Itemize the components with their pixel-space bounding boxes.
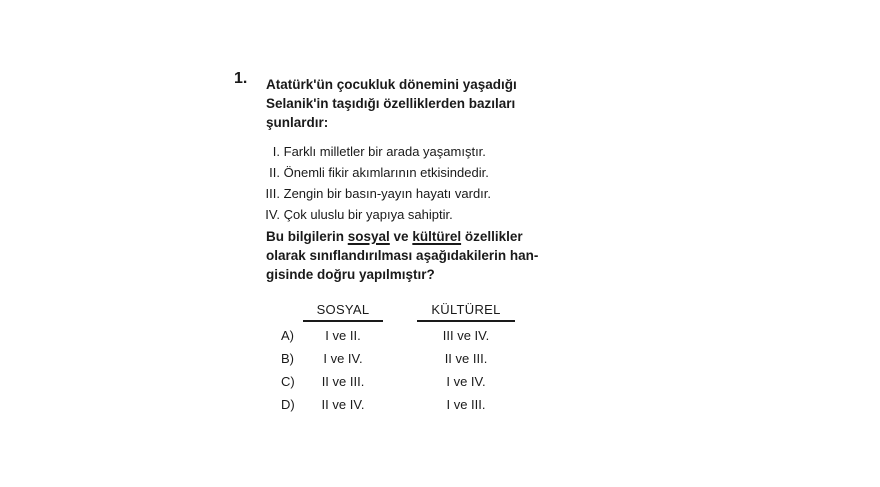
column-header-sosyal bbox=[303, 302, 383, 322]
option-kulturel: I ve IV. bbox=[446, 374, 486, 389]
question-prompt bbox=[266, 227, 538, 284]
statement-numeral: II. bbox=[269, 165, 280, 180]
statement-4 bbox=[0, 205, 453, 225]
option-letter: B) bbox=[281, 351, 294, 366]
prompt-text: ve bbox=[389, 229, 413, 244]
stem-line: Selanik'in taşıdığı özelliklerden bazıları bbox=[266, 96, 516, 111]
statement-numeral: III. bbox=[265, 186, 280, 201]
option-kulturel: III ve IV. bbox=[442, 328, 490, 343]
statement-1 bbox=[0, 142, 486, 162]
option-c[interactable] bbox=[0, 371, 880, 393]
statement-numeral: I. bbox=[272, 144, 280, 159]
option-b[interactable] bbox=[0, 348, 880, 370]
option-a[interactable] bbox=[0, 325, 880, 347]
option-sosyal: I ve IV. bbox=[323, 351, 363, 366]
option-sosyal: I ve II. bbox=[325, 328, 361, 343]
option-sosyal: II ve IV. bbox=[321, 397, 365, 412]
question-stem bbox=[266, 75, 586, 132]
option-d[interactable] bbox=[0, 394, 880, 416]
option-letter: A) bbox=[281, 328, 294, 343]
underlined-kulturel: kültürel bbox=[412, 229, 462, 244]
statement-2 bbox=[0, 163, 489, 183]
statement-3 bbox=[0, 184, 491, 204]
prompt-text: özellikler bbox=[461, 229, 523, 244]
prompt-text: Bu bilgilerin bbox=[266, 229, 348, 244]
column-header-rule bbox=[417, 320, 515, 322]
stem-line: Atatürk'ün çocukluk dönemini yaşadığı bbox=[266, 77, 517, 92]
statement-text: Zengin bir basın-yayın hayatı vardır. bbox=[283, 186, 492, 201]
statement-text: Farklı milletler bir arada yaşamıştır. bbox=[283, 144, 486, 159]
column-header-kulturel bbox=[417, 302, 515, 322]
option-letter: C) bbox=[281, 374, 295, 389]
column-header-label: KÜLTÜREL bbox=[431, 302, 501, 317]
option-letter: D) bbox=[281, 397, 295, 412]
prompt-line bbox=[266, 227, 538, 246]
statement-text: Çok uluslu bir yapıya sahiptir. bbox=[283, 207, 453, 222]
stem-line: şunlardır: bbox=[266, 115, 329, 130]
statement-numeral: IV. bbox=[265, 207, 280, 222]
underlined-sosyal: sosyal bbox=[347, 229, 390, 244]
prompt-line: olarak sınıflandırılması aşağıdakilerin han- bbox=[266, 248, 539, 263]
option-kulturel: II ve III. bbox=[444, 351, 488, 366]
column-header-label: SOSYAL bbox=[316, 302, 370, 317]
column-header-rule bbox=[303, 320, 383, 322]
statement-text: Önemli fikir akımlarının etkisindedir. bbox=[283, 165, 489, 180]
option-kulturel: I ve III. bbox=[446, 397, 486, 412]
question-number: 1. bbox=[234, 70, 248, 87]
option-sosyal: II ve III. bbox=[321, 374, 365, 389]
prompt-line: gisinde doğru yapılmıştır? bbox=[266, 267, 435, 282]
